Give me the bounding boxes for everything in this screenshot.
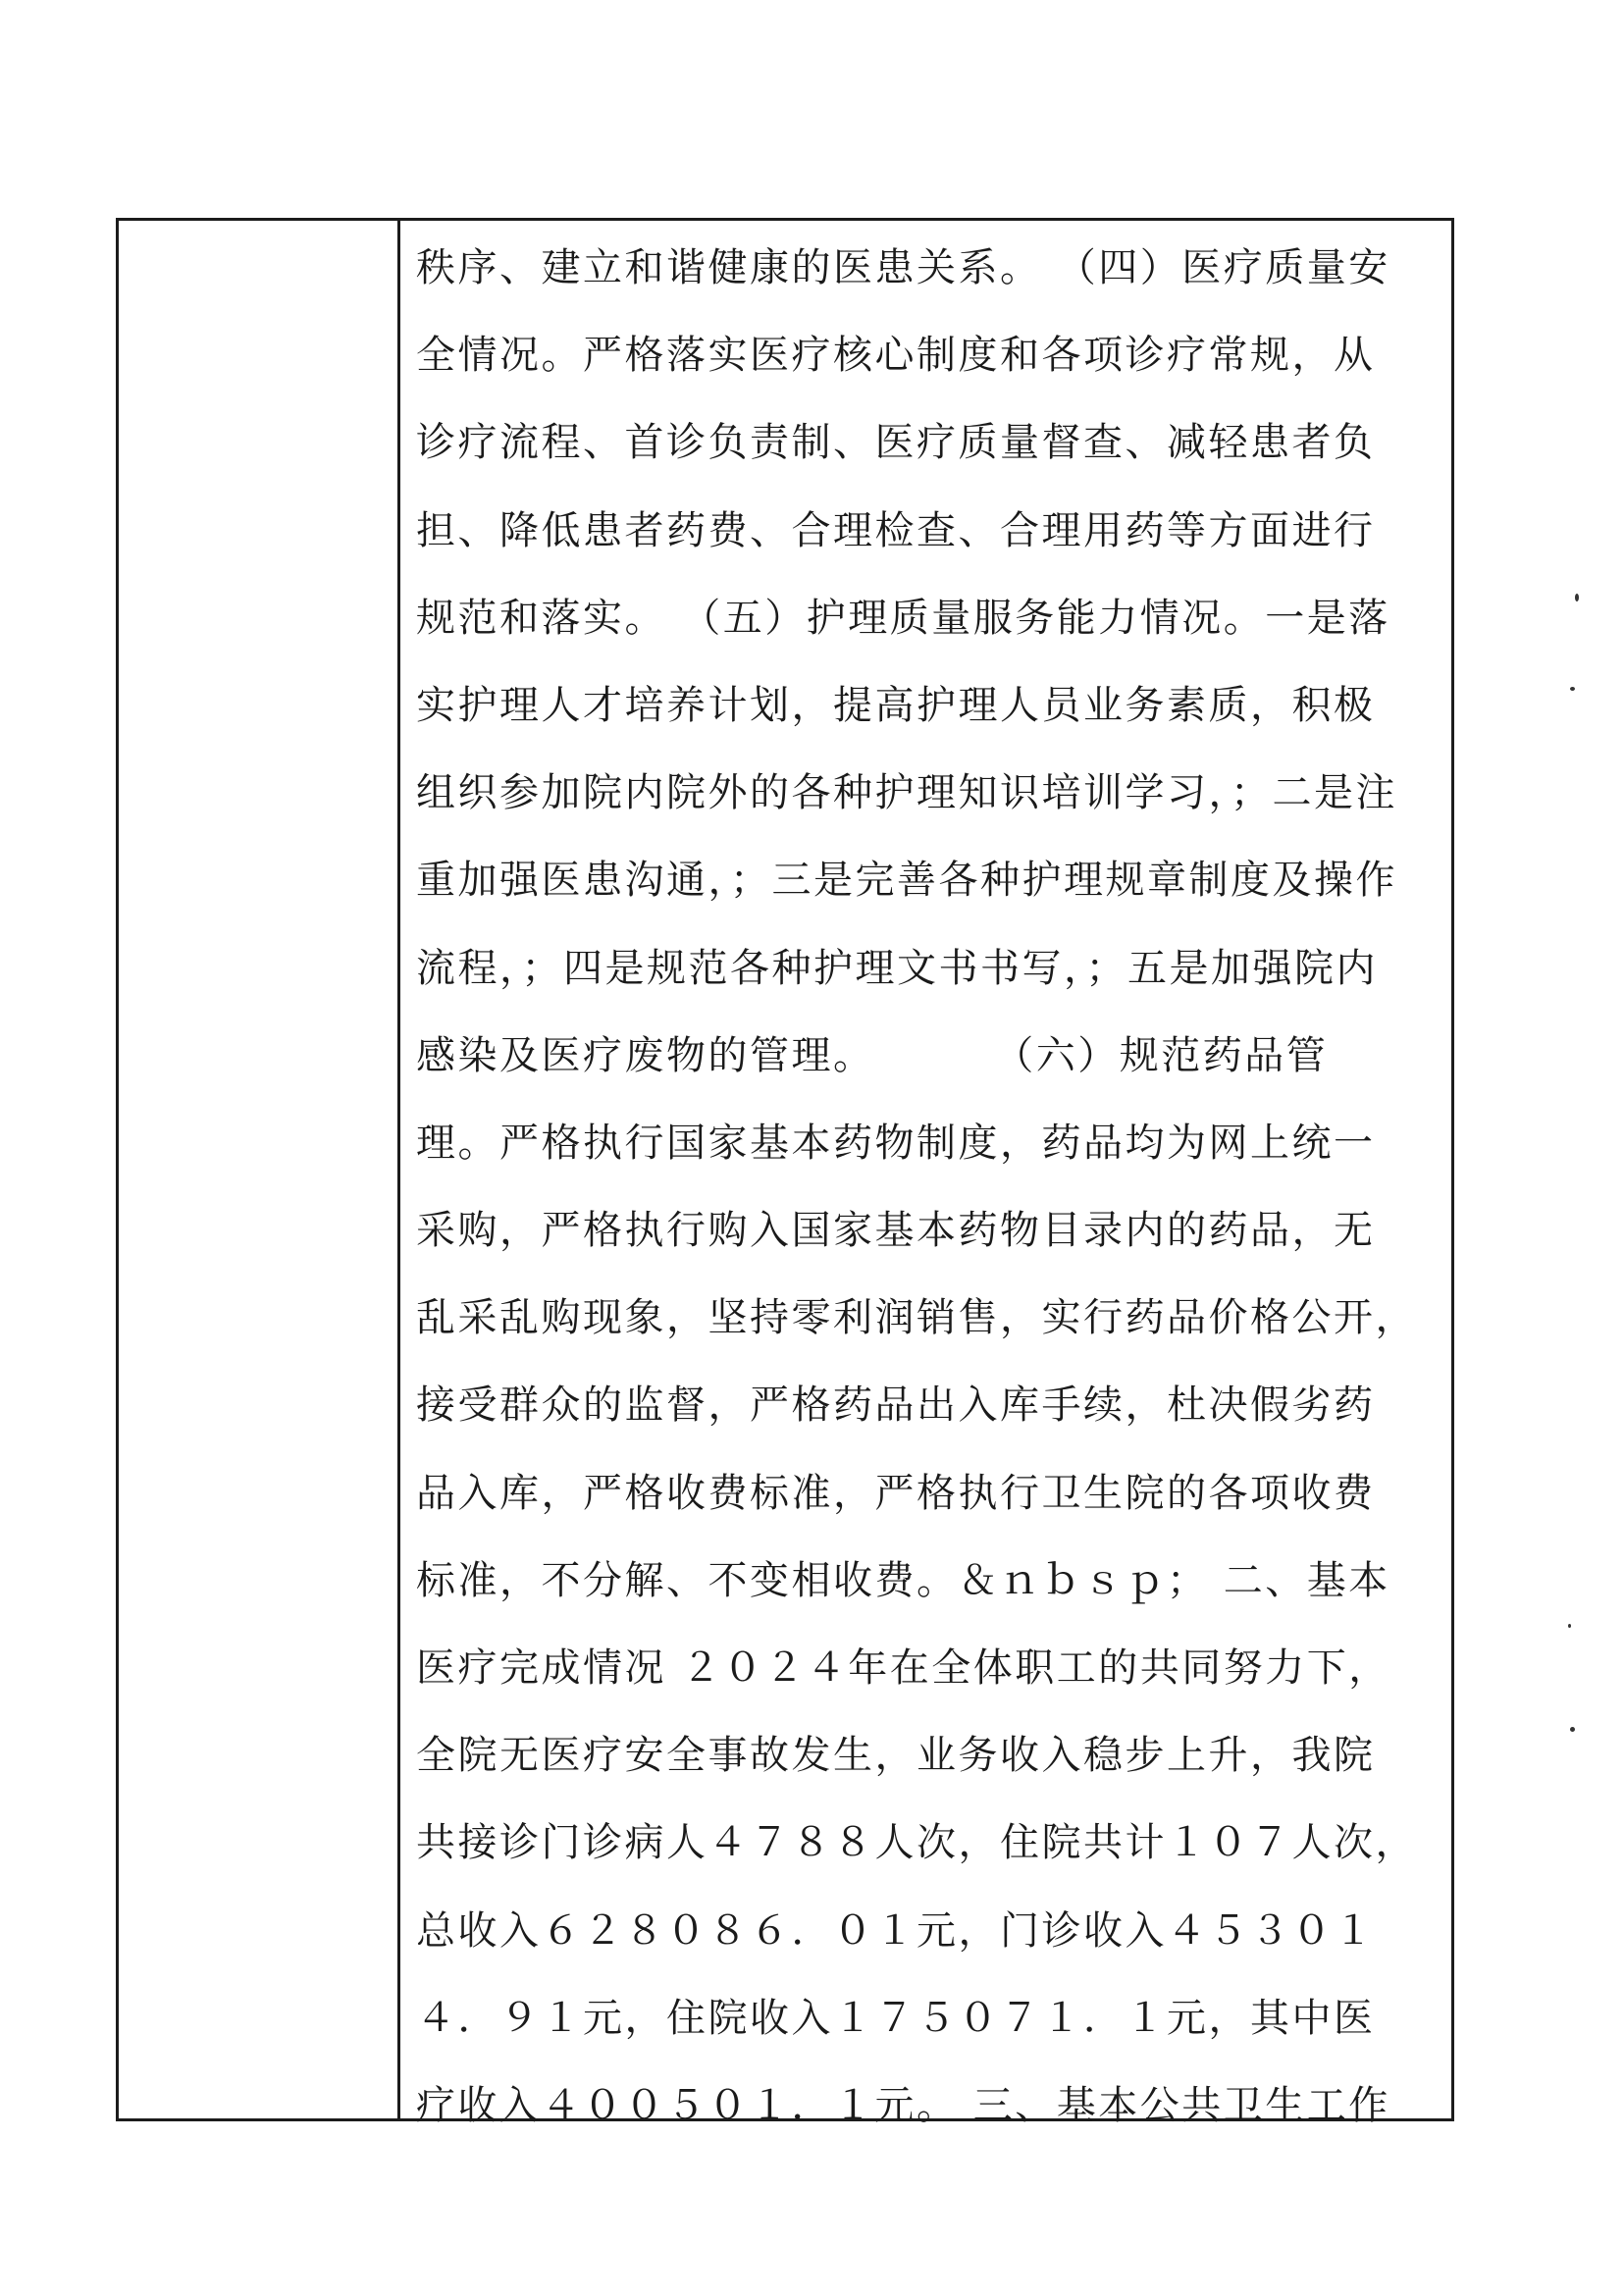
body-text-line: 理。严格执行国家基本药物制度，药品均为网上统一 [416, 1120, 1376, 1166]
body-text-line: 乱采乱购现象，坚持零利润销售，实行药品价格公开， [416, 1295, 1417, 1341]
label-column-cell [119, 221, 400, 2118]
body-text-line: 感染及医疗废物的管理。 （六）规范药品管 [416, 1032, 1329, 1078]
body-text-line: 采购，严格执行购入国家基本药物目录内的药品，无 [416, 1208, 1376, 1254]
body-text-line: 担、降低患者药费、合理检查、合理用药等方面进行 [416, 507, 1376, 553]
body-text-line: 品入库，严格收费标准，严格执行卫生院的各项收费 [416, 1470, 1376, 1516]
scan-speck [1570, 1727, 1575, 1732]
body-text-line: 标准，不分解、不变相收费。＆ｎｂｓｐ； 二、基本 [416, 1557, 1390, 1603]
body-text-line: 疗收入４００５０１．１元。 三、基本公共卫生工作 [416, 2082, 1390, 2128]
body-text-line: 实护理人才培养计划，提高护理人员业务素质，积极 [416, 682, 1376, 728]
body-text-line: 重加强医患沟通，；三是完善各种护理规章制度及操作 [416, 858, 1397, 904]
body-text-line: 接受群众的监督，严格药品出入库手续，杜决假劣药 [416, 1383, 1376, 1429]
body-text-line: 组织参加院内院外的各种护理知识培训学习，；二是注 [416, 770, 1397, 816]
body-text-line: 秩序、建立和谐健康的医患关系。 （四）医疗质量安 [416, 245, 1390, 290]
body-text-line: 流程，；四是规范各种护理文书书写，；五是加强院内 [416, 945, 1378, 991]
body-text-line: ４．９１元，住院收入１７５０７１．１元，其中医 [416, 1995, 1376, 2041]
body-text-line: 全情况。严格落实医疗核心制度和各项诊疗常规，从 [416, 333, 1376, 379]
body-text-line: 共接诊门诊病人４７８８人次，住院共计１０７人次， [416, 1820, 1417, 1866]
report-table [116, 218, 1454, 2128]
body-text-line: 全院无医疗安全事故发生，业务收入稳步上升，我院 [416, 1733, 1376, 1779]
body-text-line: 总收入６２８０８６．０１元，门诊收入４５３０１ [416, 1907, 1376, 1954]
scan-speck [1575, 594, 1579, 601]
scan-speck [1568, 1624, 1571, 1628]
body-text-line: 医疗完成情况 ２０２４年在全体职工的共同努力下， [416, 1645, 1390, 1691]
body-text-line: 诊疗流程、首诊负责制、医疗质量督查、减轻患者负 [416, 420, 1376, 466]
body-text-line: 规范和落实。 （五）护理质量服务能力情况。一是落 [416, 595, 1390, 641]
scan-speck [1570, 687, 1575, 691]
content-column-cell [400, 221, 1451, 2128]
